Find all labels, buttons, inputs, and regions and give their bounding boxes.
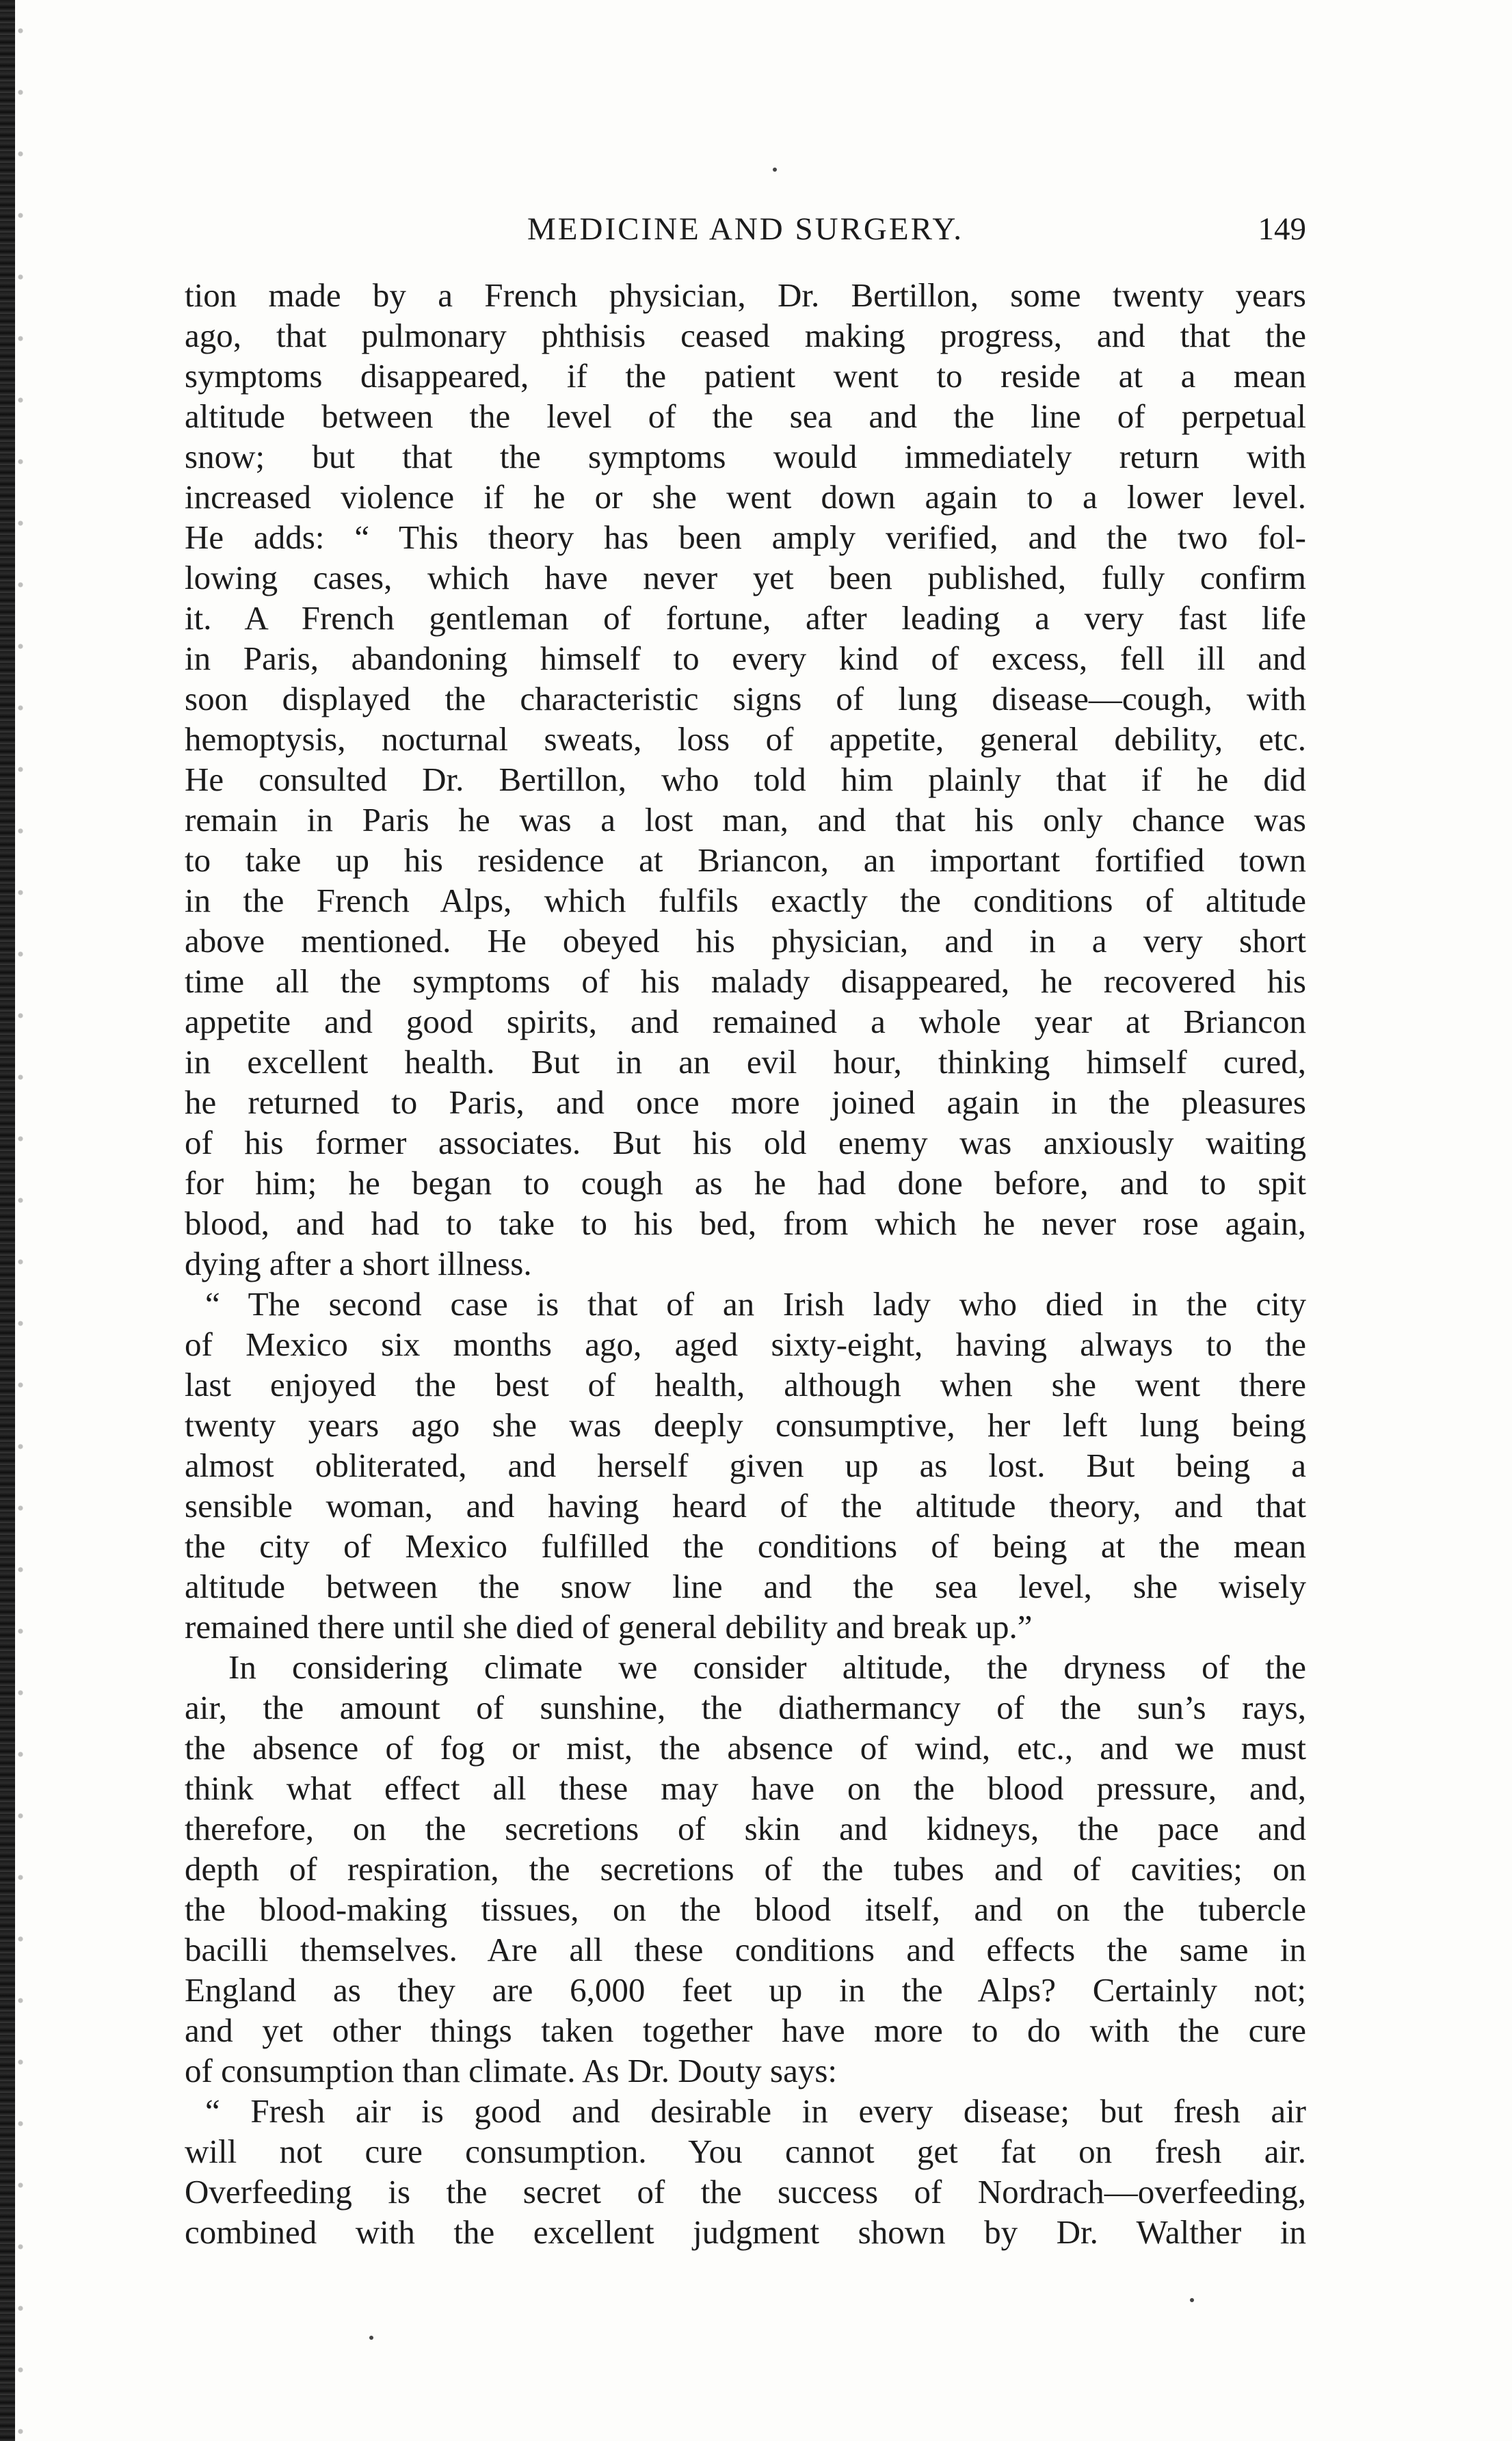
text-line: remained there until she died of general debility and break up.” [185, 1608, 1033, 1646]
text-line: and yet other things taken together have more to do with the cure [185, 2011, 1306, 2049]
text-line: lowing cases, which have never yet been published, fully confirm [185, 559, 1306, 596]
text-line: to take up his residence at Briancon, an important fortified town [185, 841, 1306, 879]
text-line: appetite and good spirits, and remained a whole year at Briancon [185, 1003, 1306, 1040]
text-line: think what effect all these may have on the blood pressure, and, [185, 1769, 1306, 1807]
text-line: altitude between the level of the sea and the line of perpetual [185, 397, 1306, 435]
text-line: bacilli themselves. Are all these conditions and effects the same in [185, 1931, 1306, 1968]
text-line: hemoptysis, nocturnal sweats, loss of appetite, general debility, etc. [185, 720, 1306, 758]
text-line: dying after a short illness. [185, 1245, 532, 1282]
text-line: the city of Mexico fulfilled the conditions of being at the mean [185, 1527, 1306, 1565]
text-line: almost obliterated, and herself given up as lost. But being a [185, 1447, 1306, 1484]
text-line: tion made by a French physician, Dr. Bertillon, some twenty years [185, 276, 1306, 314]
text-line: symptoms disappeared, if the patient went to reside at a mean [185, 357, 1306, 395]
text-line: in the French Alps, which fulfils exactly the conditions of altitude [185, 882, 1306, 919]
text-line: the absence of fog or mist, the absence of wind, etc., and we must [185, 1729, 1306, 1767]
text-line: He adds: “ This theory has been amply verified, and the two fol- [185, 518, 1306, 556]
text-line: “ Fresh air is good and desirable in every disease; but fresh air [205, 2092, 1306, 2130]
page-number: 149 [1258, 211, 1306, 247]
text-line: Overfeeding is the secret of the success of Nordrach—overfeeding, [185, 2173, 1306, 2211]
page-binding-edge [0, 0, 15, 2441]
text-line: In considering climate we consider altitude, the dryness of the [228, 1648, 1306, 1686]
text-line: depth of respiration, the secretions of the tubes and of cavities; on [185, 1850, 1306, 1888]
text-line: time all the symptoms of his malady disappeared, he recovered his [185, 962, 1306, 1000]
text-line: ago, that pulmonary phthisis ceased making progress, and that the [185, 317, 1306, 354]
running-title: MEDICINE AND SURGERY. [527, 211, 964, 247]
print-speck [369, 2336, 373, 2340]
page-binding-shadow [15, 0, 42, 2441]
text-line: snow; but that the symptoms would immediately return with [185, 438, 1306, 475]
text-line: blood, and had to take to his bed, from which he never rose again, [185, 1204, 1306, 1242]
print-speck [773, 168, 777, 172]
text-line: in excellent health. But in an evil hour, thinking himself cured, [185, 1043, 1306, 1081]
body-text [185, 275, 1306, 2252]
text-line: the blood-making tissues, on the blood itself, and on the tubercle [185, 1890, 1306, 1928]
text-line: it. A French gentleman of fortune, after leading a very fast life [185, 599, 1306, 637]
text-line: He consulted Dr. Bertillon, who told him plainly that if he did [185, 761, 1306, 798]
text-line: of his former associates. But his old enemy was anxiously waiting [185, 1124, 1306, 1161]
text-line: sensible woman, and having heard of the altitude theory, and that [185, 1487, 1306, 1525]
text-line: altitude between the snow line and the sea level, she wisely [185, 1568, 1306, 1605]
text-line: of consumption than climate. As Dr. Douty says: [185, 2052, 838, 2089]
page-header [185, 205, 1306, 253]
text-line: he returned to Paris, and once more joined again in the pleasures [185, 1083, 1306, 1121]
text-line: soon displayed the characteristic signs of lung disease—cough, with [185, 680, 1306, 717]
text-line: last enjoyed the best of health, although when she went there [185, 1366, 1306, 1403]
text-line: twenty years ago she was deeply consumptive, her left lung being [185, 1406, 1306, 1444]
text-line: in Paris, abandoning himself to every kind of excess, fell ill and [185, 639, 1306, 677]
print-speck [1190, 2298, 1194, 2302]
text-line: increased violence if he or she went down again to a lower level. [185, 478, 1306, 516]
text-line: remain in Paris he was a lost man, and that his only chance was [185, 801, 1306, 839]
text-line: will not cure consumption. You cannot get fat on fresh air. [185, 2133, 1306, 2170]
text-line: therefore, on the secretions of skin and kidneys, the pace and [185, 1810, 1306, 1847]
text-line: air, the amount of sunshine, the diathermancy of the sun’s rays, [185, 1689, 1306, 1726]
text-line: for him; he began to cough as he had done before, and to spit [185, 1164, 1306, 1202]
text-line: England as they are 6,000 feet up in the Alps? Certainly not; [185, 1971, 1306, 2009]
text-line: combined with the excellent judgment shown by Dr. Walther in [185, 2213, 1306, 2251]
text-line: above mentioned. He obeyed his physician, and in a very short [185, 922, 1306, 960]
text-line: “ The second case is that of an Irish lady who died in the city [205, 1285, 1306, 1323]
text-line: of Mexico six months ago, aged sixty-eight, having always to the [185, 1325, 1306, 1363]
